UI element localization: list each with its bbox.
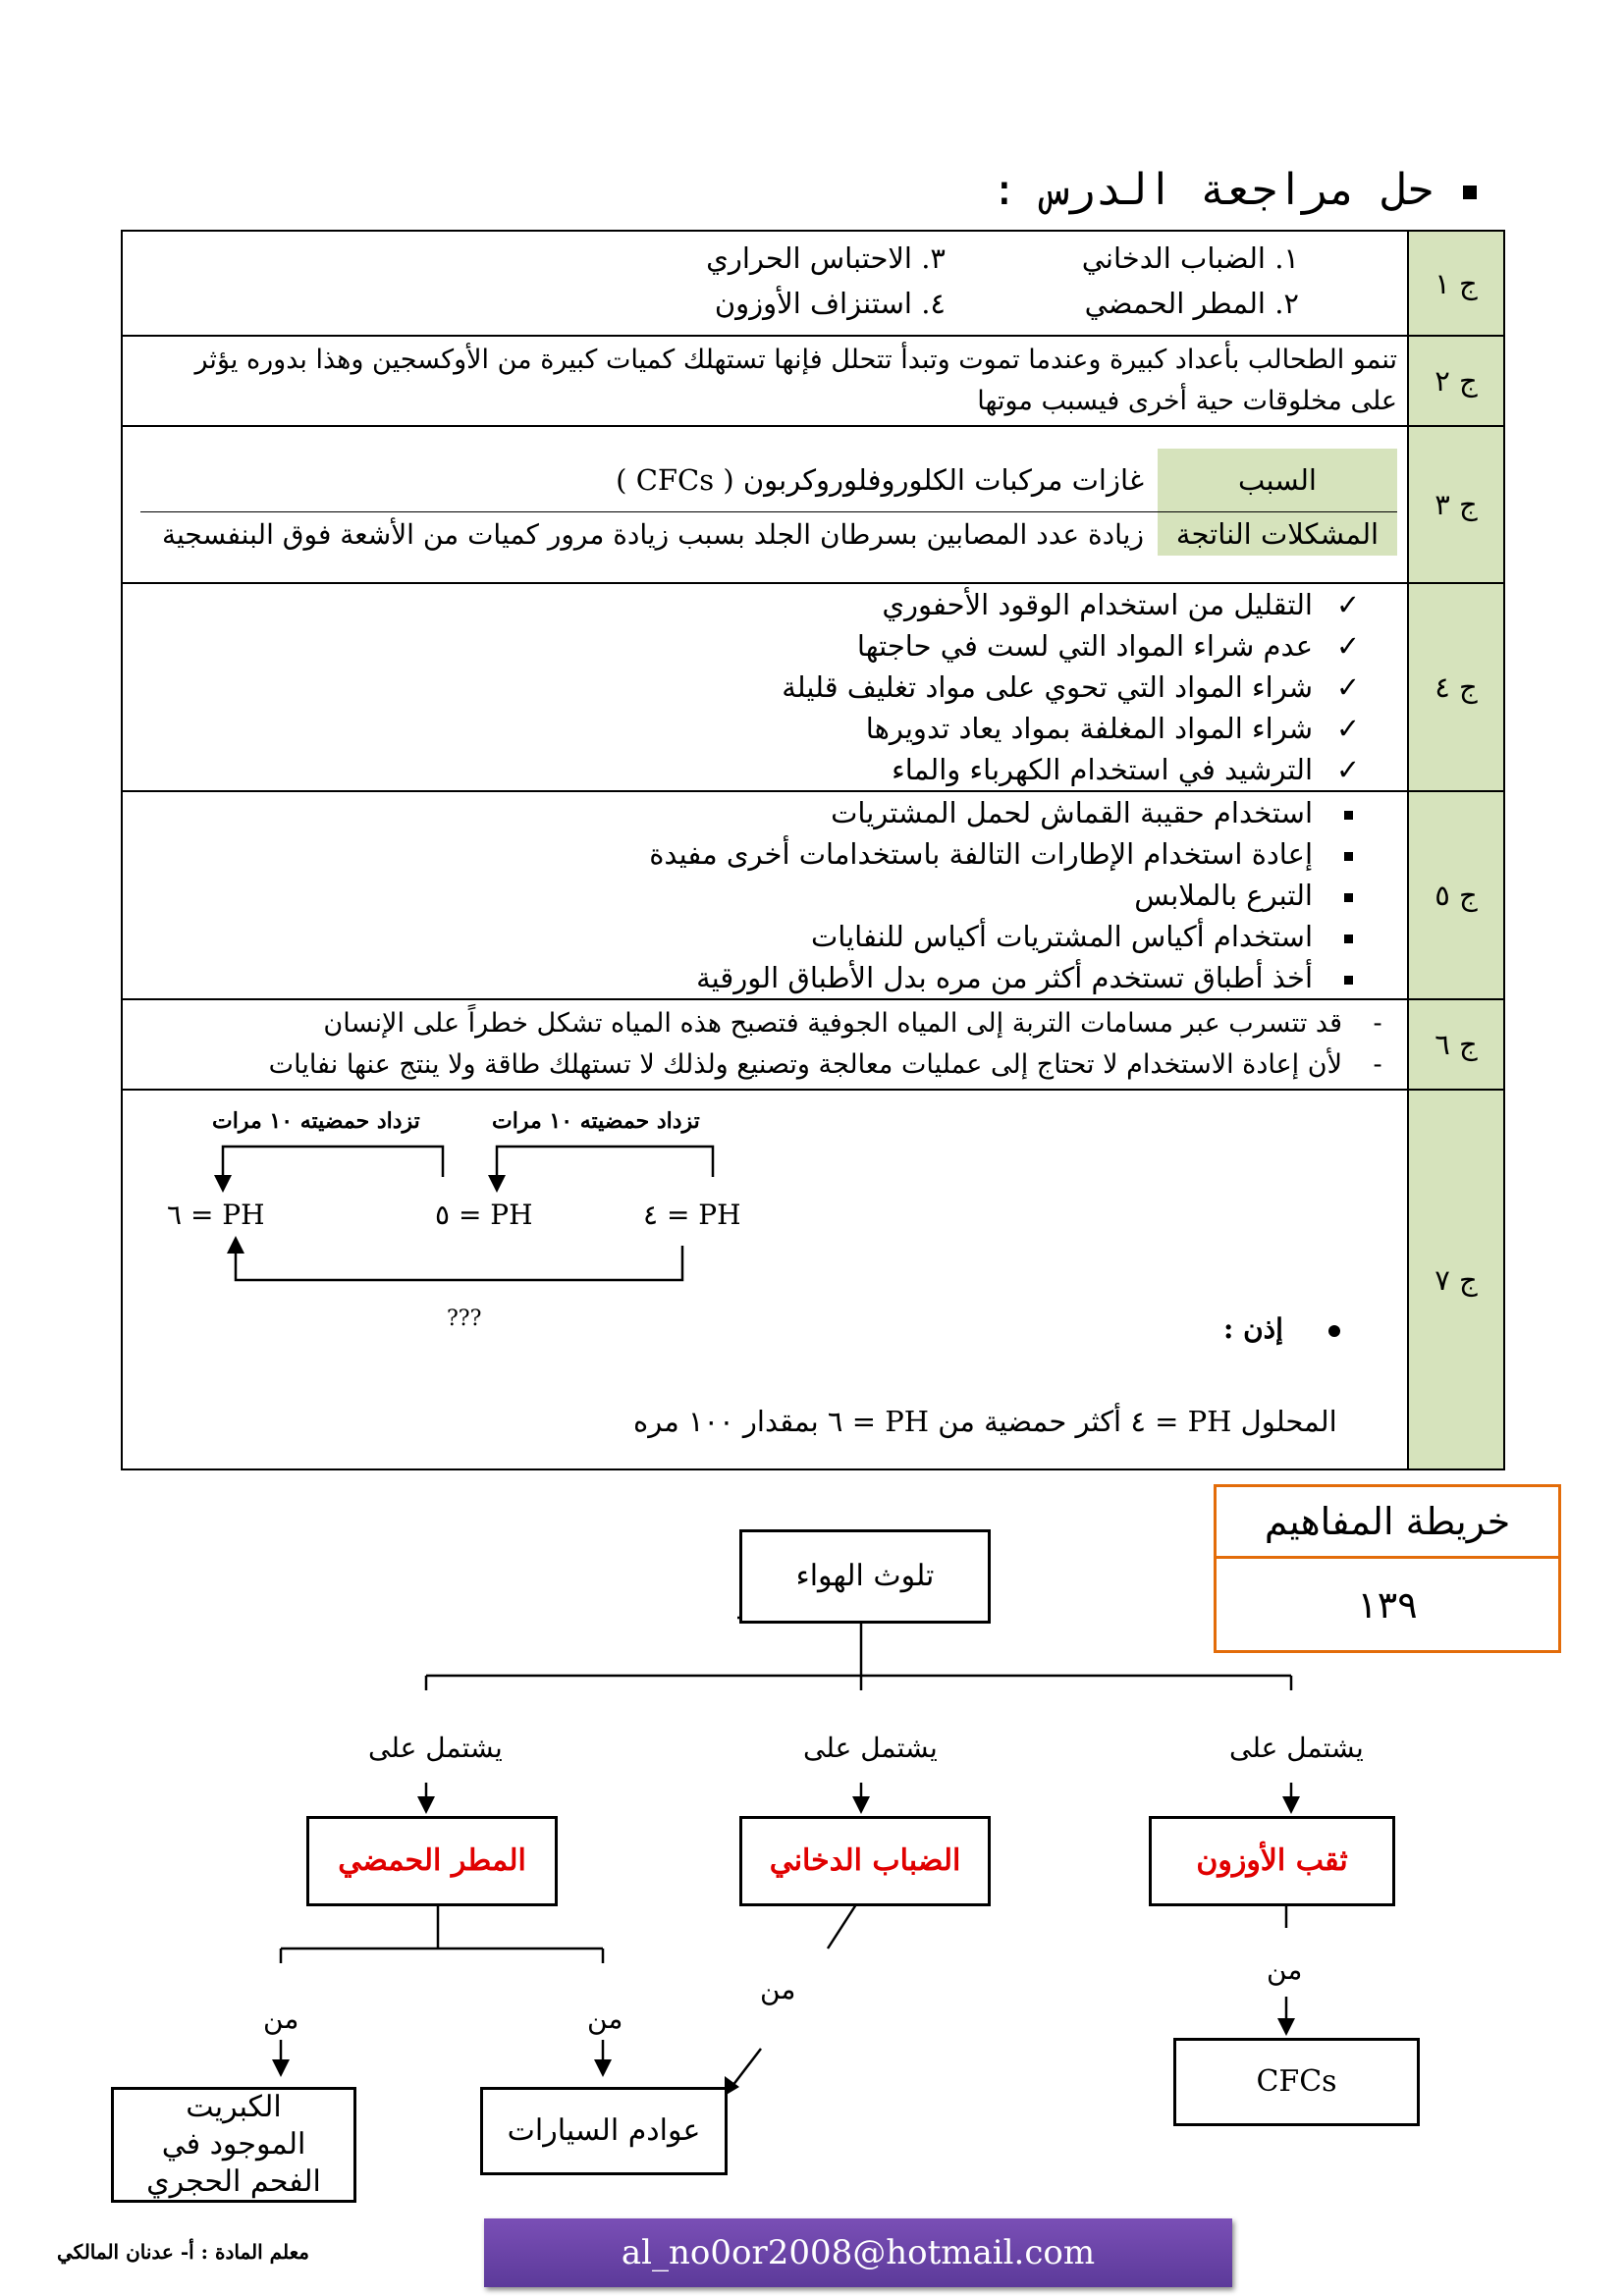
teacher-name: معلم المادة : أ- عدنان المالكي [57,2240,309,2264]
from-label: من [587,2002,623,2035]
branch-box-acid-rain [306,1816,558,1906]
check-icon: ✓ [1335,670,1361,704]
problems-label: المشكلات الناتجة [1158,512,1397,556]
answer-line: على مخلوقات حية أخرى فيسبب موتها [977,386,1397,416]
dash-icon: - [1373,1008,1382,1039]
increase-label: تزداد حمضيته ١٠ مرات [212,1108,420,1134]
row-label: ج ٢ [1408,336,1504,426]
includes-label: يشتمل على [1229,1732,1364,1764]
cause-label: السبب [1158,449,1397,511]
branch-text: المطر الحمضي [338,1843,526,1878]
leaf-box-cfcs [1173,2038,1420,2126]
problems-value: زيادة عدد المصابين بسرطان الجلد بسبب زيادة مرور كميات من الأشعة فوق البنفسجية [161,517,1144,551]
check-icon: ✓ [1335,712,1361,745]
increase-label: تزداد حمضيته ١٠ مرات [492,1108,700,1134]
answer-line: تنمو الطحالب بأعداد كبيرة وعندما تموت وتبدأ تتحلل فإنها تستهلك كميات كبيرة من الأوكسجين وهذا بدوره يؤثر [194,345,1397,375]
branch-text: ثقب الأوزون [1196,1843,1348,1878]
row-label: ج ٣ [1408,426,1504,583]
dash-icon: - [1373,1049,1382,1080]
page-number: ١٣٩ [1357,1582,1418,1627]
row-label: ج ٧ [1408,1090,1504,1469]
check-icon: ✓ [1335,753,1361,786]
row-label: ج ٦ [1408,999,1504,1090]
root-concept-text: تلوث الهواء [795,1559,935,1593]
row-label: ج ٥ [1408,791,1504,999]
list-item-text: لأن إعادة الاستخدام لا تحتاج إلى عمليات معالجة وتصنيع ولذلك لا تستهلك طاقة ولا ينتج عنها نفايات [268,1049,1342,1080]
row-label: ج ٤ [1408,583,1504,791]
conclusion-text: المحلول PH = ٤ أكثر حمضية من PH = ٦ بمقدار ١٠٠ مره [633,1405,1337,1438]
list-item-text: شراء المواد التي تحوي على مواد تغليف قليلة [782,670,1313,704]
leaf-text: الكبريت الموجود في الفحم الحجري [146,2090,321,2199]
ph5-label: ٥ = PH [435,1199,533,1231]
check-icon: ✓ [1335,629,1361,663]
list-item-text: إعادة استخدام الإطارات التالفة باستخدامات أخرى مفيدة [649,837,1313,871]
then-label: إذن : [1223,1312,1283,1345]
email-text[interactable]: al_no0or2008@hotmail.com [621,2233,1096,2272]
ph4-label: ٤ = PH [643,1199,741,1231]
includes-label: يشتمل على [368,1732,503,1764]
email-banner [484,2218,1232,2287]
cause-value: غازات مركبات الكلوروفلوروكربون ( CFCs ) [616,463,1144,497]
answer-item: ٢. المطر الحمضي [1084,287,1299,320]
list-item-text: عدم شراء المواد التي لست في حاجتها [856,629,1313,663]
leaf-text: عوادم السيارات [507,2113,701,2148]
root-concept-box [739,1529,991,1624]
branch-text: الضباب الدخاني [769,1843,961,1878]
branch-box-ozone [1149,1816,1395,1906]
from-label: من [1267,1953,1303,1986]
includes-label: يشتمل على [803,1732,938,1764]
list-item-text: أخذ أطباق تستخدم أكثر من مره بدل الأطباق الورقية [696,961,1313,994]
from-label: من [263,2002,299,2035]
leaf-text: CFCs [1256,2064,1337,2099]
branch-box-smog [739,1816,991,1906]
unknown-label: ??? [447,1307,482,1331]
list-item-text: التبرع بالملابس [1134,879,1313,912]
list-item-text: استخدام أكياس المشتريات أكياس للنفايات [810,920,1313,953]
list-item-text: الترشيد في استخدام الكهرباء والماء [892,753,1313,786]
concept-map-title: خريطة المفاهيم [1217,1487,1558,1559]
list-item-text: التقليل من استخدام الوقود الأحفوري [882,588,1313,621]
row-label: ج ١ [1408,231,1504,336]
list-item-text: قد تتسرب عبر مسامات التربة إلى المياه الجوفية فتصبح هذه المياه تشكل خطراً على الإنسان [323,1008,1342,1039]
list-item-text: شراء المواد المغلفة بمواد يعاد تدويرها [865,712,1313,745]
check-icon: ✓ [1335,588,1361,621]
leaf-box-exhaust [480,2087,728,2175]
answer-item: ٣. الاحتباس الحراري [706,241,946,275]
leaf-box-sulfur [111,2087,356,2203]
ph6-label: ٦ = PH [167,1199,265,1231]
heading-text: حل مراجعة الدرس : [991,165,1434,215]
from-label: من [760,1973,796,2005]
answer-item: ١. الضباب الدخاني [1081,241,1299,275]
list-item-text: استخدام حقيبة القماش لحمل المشتريات [831,796,1313,829]
answer-item: ٤. استنزاف الأوزون [714,287,946,320]
